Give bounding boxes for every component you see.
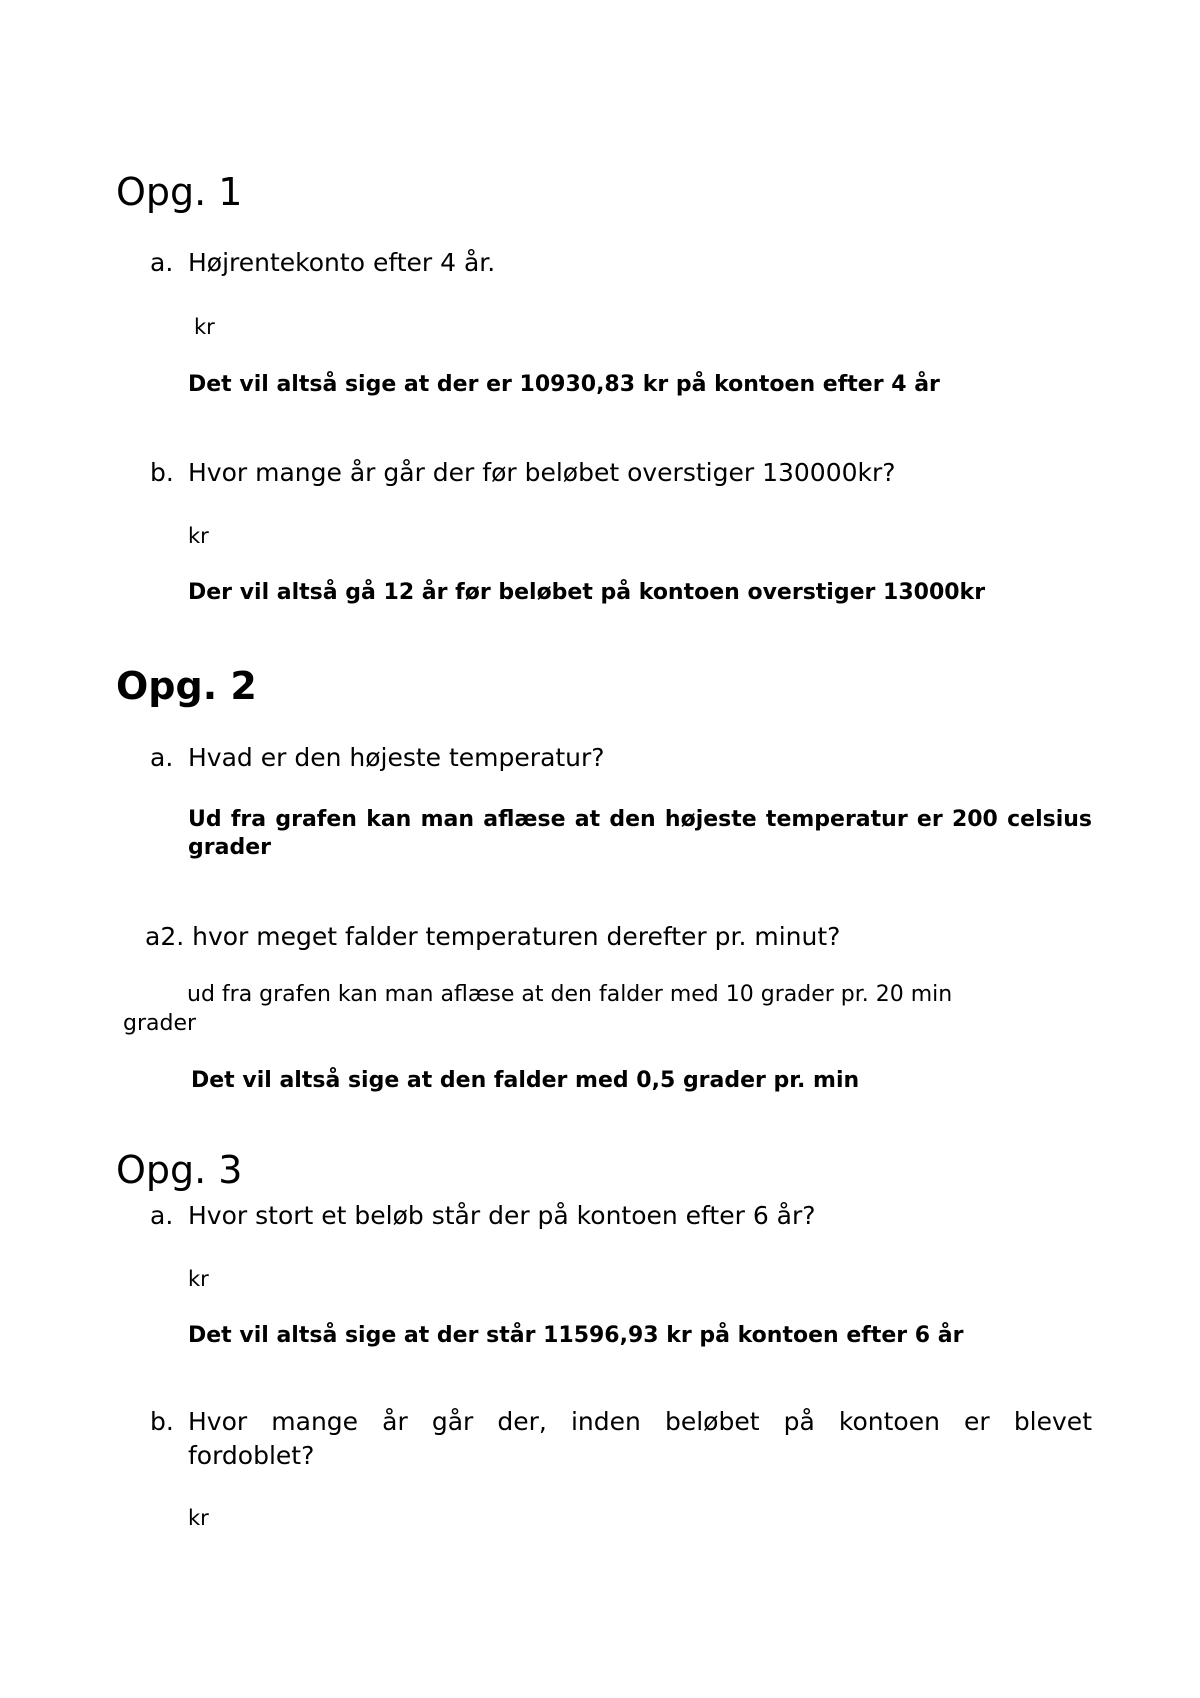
opg1-question-b	[150, 458, 896, 487]
opg3-b-question-text: Hvor mange år går der, inden beløbet på kontoen er blevet fordoblet?	[188, 1407, 1092, 1470]
opg1-b-question-text: Hvor mange år går der før beløbet overstiger 130000kr?	[188, 458, 896, 487]
opg3-question-a	[150, 1201, 816, 1230]
opg1-heading: Opg. 1	[116, 170, 243, 214]
opg2-a2-reading: ud fra grafen kan man aflæse at den falder med 10 grader pr. 20 min	[187, 982, 953, 1007]
opg3-a-marker: a.	[150, 1201, 174, 1230]
opg1-a-unit: kr	[194, 315, 215, 339]
opg2-a-marker: a.	[150, 743, 174, 772]
opg3-a-question-text: Hvor stort et beløb står der på kontoen efter 6 år?	[188, 1201, 816, 1230]
opg2-a-answer: Ud fra grafen kan man aflæse at den højeste temperatur er 200 celsius grader	[188, 807, 1092, 860]
opg1-question-a	[150, 248, 495, 277]
opg2-a2-answer: Det vil altså sige at den falder med 0,5 grader pr. min	[191, 1068, 860, 1093]
opg2-question-a2: a2. hvor meget falder temperaturen derefter pr. minut?	[145, 922, 841, 951]
opg1-a-question-text: Højrentekonto efter 4 år.	[188, 248, 496, 277]
opg3-question-b	[150, 1405, 1092, 1473]
opg2-a2-unit: grader	[123, 1011, 197, 1036]
opg1-b-marker: b.	[150, 458, 174, 487]
opg2-heading: Opg. 2	[116, 664, 257, 708]
opg2-question-a	[150, 743, 605, 772]
opg1-a-marker: a.	[150, 248, 174, 277]
opg2-a-question-text: Hvad er den højeste temperatur?	[188, 743, 605, 772]
opg3-b-marker: b.	[150, 1407, 174, 1436]
opg1-b-answer: Der vil altså gå 12 år før beløbet på kontoen overstiger 13000kr	[188, 580, 986, 605]
opg3-heading: Opg. 3	[116, 1148, 243, 1192]
opg3-a-answer: Det vil altså sige at der står 11596,93 kr på kontoen efter 6 år	[188, 1323, 964, 1348]
opg3-a-unit: kr	[188, 1267, 209, 1291]
opg1-a-answer: Det vil altså sige at der er 10930,83 kr på kontoen efter 4 år	[188, 372, 940, 397]
opg1-b-unit: kr	[188, 524, 209, 548]
opg3-b-unit: kr	[188, 1506, 209, 1530]
